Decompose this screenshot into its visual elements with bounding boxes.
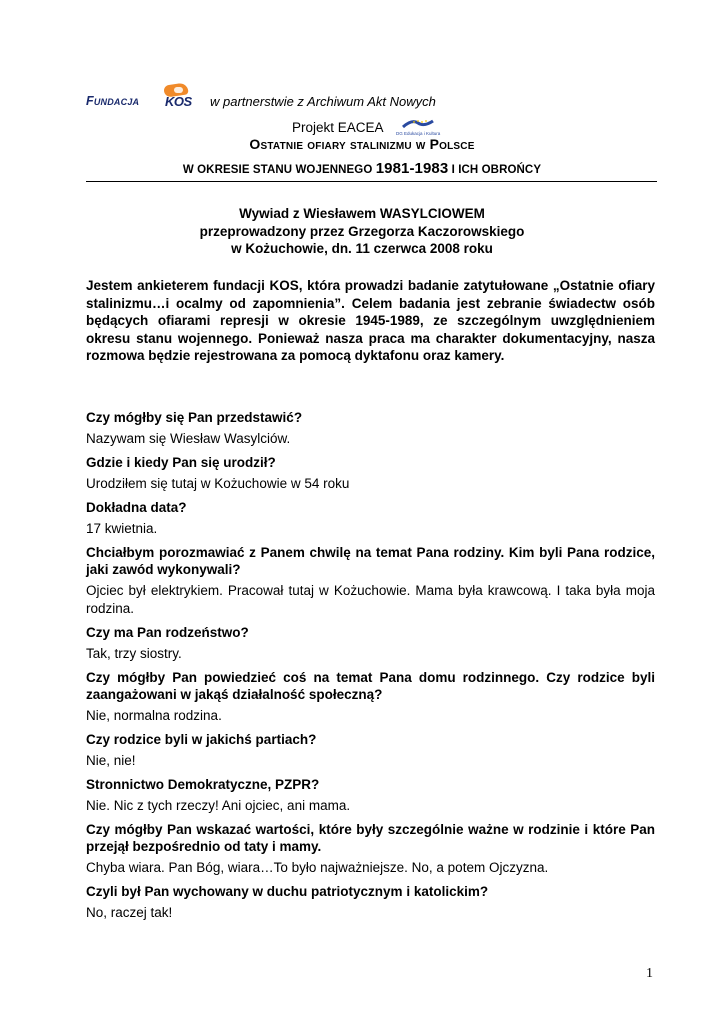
question: Gdzie i kiedy Pan się urodził? [86, 455, 276, 470]
question: Czy mógłby Pan wskazać wartości, które były szczególnie ważne w rodzinie i które Pan przejął bezpośrednio od taty i mamy. [86, 822, 655, 854]
question: Czy mógłby się Pan przedstawić? [86, 410, 303, 425]
answer: Urodziłem się tutaj w Kożuchowie w 54 roku [86, 476, 350, 491]
subtitle-years: 1981-1983 [375, 160, 449, 177]
answer: Nazywam się Wiesław Wasylciów. [86, 431, 291, 446]
subtitle-part-b: I ICH OBROŃCY [451, 164, 542, 176]
question: Dokładna data? [86, 500, 187, 515]
eu-logo-caption: DG Edukacja i Kultura [396, 131, 441, 136]
page-number: 1 [646, 966, 653, 981]
question: Czyli był Pan wychowany w duchu patriotycznym i katolickim? [86, 884, 489, 899]
interview-place-date: w Kożuchowie, dn. 11 czerwca 2008 roku [231, 241, 493, 256]
answer: No, raczej tak! [86, 905, 173, 920]
question: Czy ma Pan rodzeństwo? [86, 625, 249, 640]
kos-logo [148, 84, 204, 110]
lead-paragraph: Jestem ankieterem fundacji KOS, która prowadzi badanie zatytułowane „Ostatnie ofiary stalinizmu…i ocalmy od zapomnienia”. Celem badania jest zebranie świadectw osób będących ofiarami represji w okresie 1945-1989, ze szczególnym uwzględnieniem okresu stanu wojennego. Ponieważ nasza praca ma charakter dokumentacyjny, nasza rozmowa będzie rejestrowana za pomocą dyktafonu oraz kamery. [86, 278, 655, 363]
subtitle-part-a: W OKRESIE STANU WOJENNEGO [182, 164, 373, 176]
answer: Nie, normalna rodzina. [86, 708, 222, 723]
answer: 17 kwietnia. [86, 521, 158, 536]
interview-interviewer: przeprowadzony przez Grzegorza Kaczorowskiego [199, 223, 525, 239]
interview-subject: Wywiad z Wiesławem WASYLCIOWEM [239, 206, 485, 221]
kos-logo-text: KOS [165, 94, 192, 109]
interview-heading [0, 205, 724, 258]
question: Chciałbym porozmawiać z Panem chwilę na temat Pana rodziny. Kim byli Pana rodzice, jaki zawód wykonywali? [86, 545, 655, 577]
header-partnership-line [86, 84, 646, 114]
project-label: Projekt EACEA [292, 120, 384, 135]
partnership-text: w partnerstwie z Archiwum Akt Nowych [210, 94, 436, 109]
question: Stronnictwo Demokratyczne, PZPR? [86, 777, 320, 792]
answer: Chyba wiara. Pan Bóg, wiara…To było najważniejsze. No, a potem Ojczyzna. [86, 860, 549, 875]
answer: Nie. Nic z tych rzeczy! Ani ojciec, ani mama. [86, 798, 351, 813]
header-divider [86, 181, 657, 182]
answer: Ojciec był elektrykiem. Pracował tutaj w Kożuchowie. Mama była krawcową. I taka była moja rodzina. [86, 583, 655, 616]
eu-flag-icon [402, 118, 434, 130]
answer: Nie, nie! [86, 753, 136, 768]
answer: Tak, trzy siostry. [86, 646, 182, 661]
question: Czy rodzice byli w jakichś partiach? [86, 732, 317, 747]
document-subtitle [0, 160, 724, 177]
document-title: Ostatnie ofiary stalinizmu w Polsce [249, 136, 475, 152]
question: Czy mógłby Pan powiedzieć coś na temat Pana domu rodzinnego. Czy rodzice byli zaangażowani w jakąś działalność społeczną? [86, 670, 655, 702]
fundacja-label: Fundacja [86, 94, 140, 108]
interview-qa [86, 409, 655, 928]
